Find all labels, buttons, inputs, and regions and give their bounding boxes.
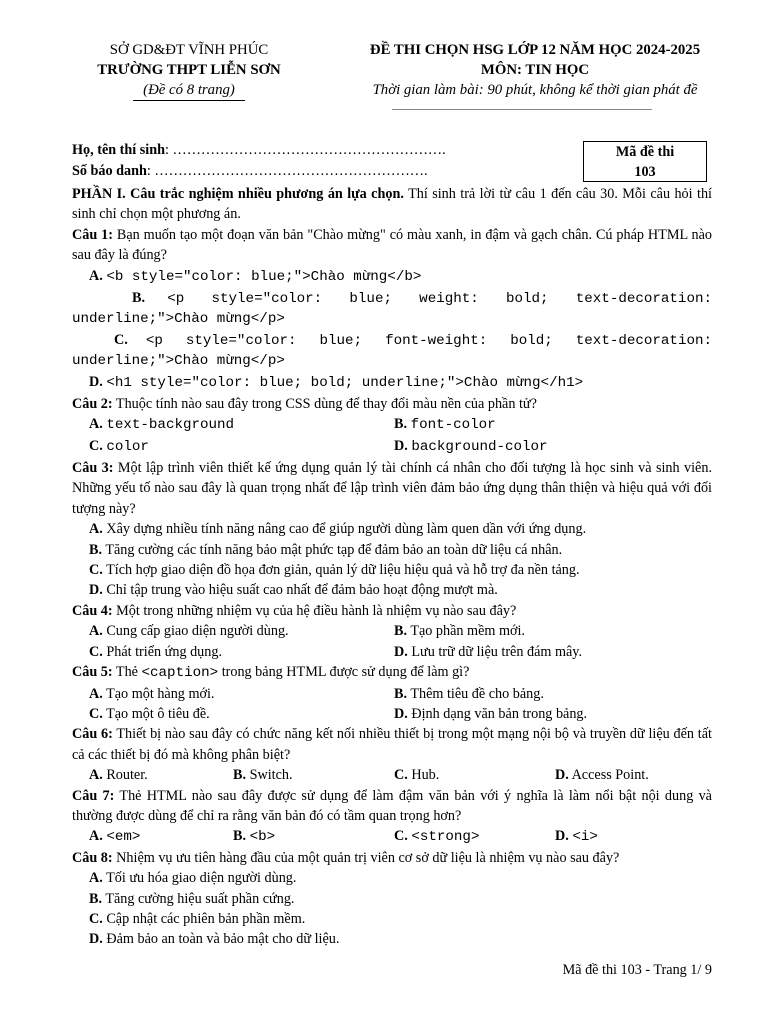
candidate-name-line (72, 142, 446, 159)
option-b: B. <b> (233, 828, 276, 846)
option-c: C. Tích hợp giao diện đồ họa đơn giản, quản lý dữ liệu hiệu quả và hỗ trợ đa nền tảng. (89, 562, 580, 579)
question-7 (72, 786, 712, 848)
option-b: B. <p style="color: blue; weight: bold; text-decoration: underline;">Chào mừng</p> (72, 289, 712, 327)
question-6 (72, 724, 712, 785)
question-label: Câu 8: (72, 849, 113, 866)
question-text: Thuộc tính nào sau đây trong CSS dùng để thay đổi màu nền của phần tử? (112, 395, 537, 412)
exam-content (72, 184, 712, 950)
option-b: B. Thêm tiêu đề cho bảng. (394, 685, 544, 702)
option-c: C. <p style="color: blue; font-weight: bold; text-decoration: underline;">Chào mừng</p> (72, 331, 713, 369)
option-b: B. font-color (394, 416, 496, 434)
option-d: D. Chỉ tập trung vào hiệu suất cao nhất để đảm bảo hoạt động mượt mà. (89, 582, 498, 599)
option-a: A. Cung cấp giao diện người dùng. (89, 623, 289, 640)
option-c: C. <strong> (394, 828, 480, 846)
exam-subject: MÔN: TIN HỌC (480, 62, 590, 78)
school-name: TRƯỜNG THPT LIỄN SƠN (97, 62, 281, 78)
question-text: Thiết bị nào sau đây có chức năng kết nối nhiều thiết bị trong một mạng nội bộ và truyền dữ liệu đến tất cả các thiết bị đó mà không phân biệt? (72, 726, 712, 763)
exam-code-value: 103 (634, 164, 656, 180)
option-b: B. Tăng cường hiệu suất phần cứng. (89, 890, 295, 907)
option-c: C. Cập nhật các phiên bản phần mềm. (89, 910, 306, 927)
exam-title: ĐỀ THI CHỌN HSG LỚP 12 NĂM HỌC 2024-2025 (369, 42, 701, 58)
candidate-id-line (72, 163, 428, 180)
option-d: D. <i> (555, 828, 598, 846)
question-text: Một trong những nhiệm vụ của hệ điều hành là nhiệm vụ nào sau đây? (112, 602, 517, 619)
question-label: Câu 1: (72, 226, 113, 243)
option-b: B. Switch. (233, 767, 293, 784)
question-label: Câu 7: (72, 787, 115, 804)
question-label: Câu 5: (72, 664, 113, 681)
question-text: Thẻ HTML nào sau đây được sử dụng để làm đậm văn bản với ý nghĩa là làm nổi bật nội dung và thường được dùng để chỉ ra rằng văn bản đó có tầm quan trọng hơn? (72, 787, 712, 824)
candidate-name-fill: : …………………………………………………. (165, 142, 446, 158)
candidate-name-label: Họ, tên thí sinh (72, 142, 166, 158)
header-divider (392, 109, 652, 110)
part1-heading: PHẦN I. Câu trắc nghiệm nhiều phương án lựa chọn. Thí sinh trả lời từ câu 1 đến câu 30. Mỗi câu hỏi thí sinh chỉ chọn một phương án. (72, 186, 712, 223)
question-label: Câu 2: (72, 395, 113, 412)
option-d: D. Access Point. (555, 767, 649, 784)
option-c: C. Phát triển ứng dụng. (89, 643, 223, 660)
page-footer: Mã đề thi 103 - Trang 1/ 9 (562, 962, 712, 978)
exam-code-box (583, 141, 707, 182)
option-b: B. Tạo phần mềm mới. (394, 623, 525, 640)
option-c: C. Tạo một ô tiêu đề. (89, 705, 210, 722)
option-a: A. Xây dựng nhiều tính năng nâng cao để giúp người dùng làm quen dần với ứng dụng. (89, 521, 587, 538)
option-c: C. color (89, 438, 149, 456)
option-a: A. text-background (89, 416, 235, 434)
question-text: Bạn muốn tạo một đoạn văn bản "Chào mừng" có màu xanh, in đậm và gạch chân. Cú pháp HTML nào sau đây là đúng? (72, 226, 712, 264)
question-1 (72, 225, 712, 394)
question-text: Nhiệm vụ ưu tiên hàng đầu của một quản trị viên cơ sở dữ liệu là nhiệm vụ nào sau đây? (112, 849, 620, 866)
option-a: A. <em> (89, 828, 141, 846)
option-a: A. Router. (89, 767, 148, 784)
option-a: A. Tạo một hàng mới. (89, 685, 215, 702)
pages-note: (Đề có 8 trang) (133, 80, 245, 101)
exam-code-label: Mã đề thi (615, 144, 675, 160)
question-label: Câu 3: (72, 460, 114, 477)
question-5: Câu 5: Thẻ <caption> trong bảng HTML được sử dụng để làm gì? A. Tạo một hàng mới. B. Thêm tiêu đề cho bảng. C. Tạo một ô tiêu đề. D. Định dạng văn bản trong bảng. (72, 662, 712, 724)
option-d: D. <h1 style="color: blue; bold; underline;">Chào mừng</h1> (89, 373, 584, 391)
inline-code: <caption> (141, 665, 219, 682)
option-d: D. Đảm bảo an toàn và bảo mật cho dữ liệu. (89, 931, 340, 948)
candidate-id-fill: : …………………………………………………. (146, 163, 428, 179)
exam-time: Thời gian làm bài: 90 phút, không kể thời gian phát đề (372, 82, 698, 98)
question-label: Câu 4: (72, 602, 113, 619)
question-3 (72, 458, 712, 601)
option-a: A. <b style="color: blue;">Chào mừng</b> (89, 267, 422, 285)
question-label: Câu 6: (72, 726, 113, 743)
option-d: D. Định dạng văn bản trong bảng. (394, 705, 588, 722)
option-a: A. Tối ưu hóa giao diện người dùng. (89, 870, 297, 887)
question-2 (72, 394, 712, 458)
option-b: B. Tăng cường các tính năng bảo mật phức tạp để đảm bảo an toàn dữ liệu cá nhân. (89, 541, 563, 558)
option-d: D. background-color (394, 438, 548, 456)
department-name: SỞ GD&ĐT VĨNH PHÚC (109, 42, 269, 58)
header-right (336, 40, 734, 100)
option-d: D. Lưu trữ dữ liệu trên đám mây. (394, 643, 583, 660)
question-4 (72, 601, 712, 662)
question-text: Một lập trình viên thiết kế ứng dụng quản lý tài chính cá nhân cho đối tượng là học sinh và sinh viên. Những yếu tố nào sau đây là quan trọng nhất để lập trình viên đảm bảo ứng dụng thân thiện và hiệu quả với đối tượng này? (72, 460, 712, 517)
header-left (62, 40, 316, 101)
option-c: C. Hub. (394, 767, 440, 784)
question-8 (72, 848, 712, 950)
candidate-id-label: Số báo danh (72, 163, 147, 179)
